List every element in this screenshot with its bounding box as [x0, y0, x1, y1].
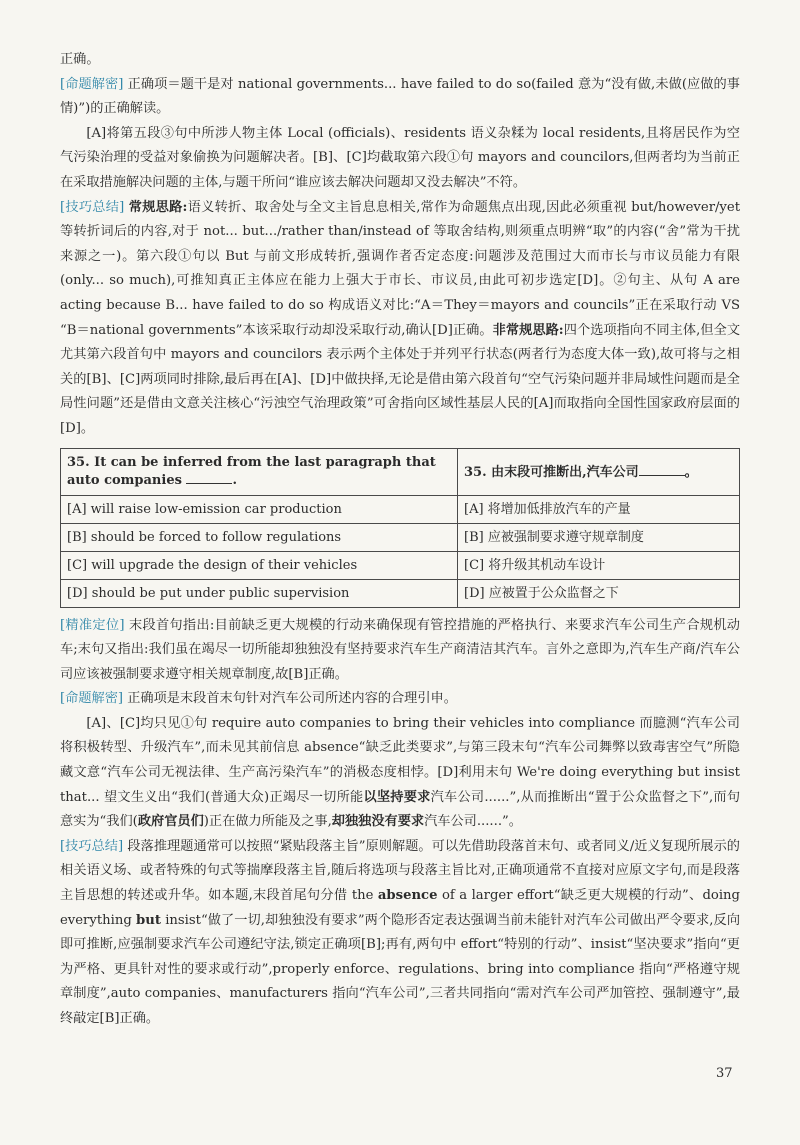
option-en: [B] should be forced to follow regulations	[61, 523, 458, 551]
question-stem-en: 35. It can be inferred from the last paragraph that auto companies .	[61, 448, 458, 495]
paragraph-text: 四个选项指向不同主体,但全文尤其第六段首句中 mayors and councilors 表示两个主体处于并列平行状态(两者行为态度大体一致),故可将与之相关的[B]、[C]两项同时排除,最后再在[A]、[D]中做抉择,无论是借由第六段首句“空气污染问题并非局域性问题而是全局性问题”还是借由文意关注核心“污浊空气治理政策”可舍指向区域性基层人民的[A]而取指向全国性国家政府层面的[D]。	[60, 322, 741, 436]
option-row	[61, 495, 740, 523]
bold-phrase: but	[136, 912, 161, 928]
option-row	[61, 579, 740, 607]
section-tag: [技巧总结]	[60, 199, 125, 215]
question-stem-cn	[458, 448, 740, 495]
paragraph-text: 正确项是末段首末句针对汽车公司所述内容的合理引申。	[123, 691, 457, 707]
paragraph-text: 段落推理题通常可以按照“紧贴段落主旨”原则解题。可以先借助段落首末句、或者同义/近义复现所展示的相关语义场、或者特殊的句式等揣摩段落主旨,随后将选项与段落主旨比对,正确项通常不直接对应原文字句,而是段落主旨思想的转述或升华。如本题,末段首尾句分借 the	[60, 838, 740, 904]
option-en: [C] will upgrade the design of their vehicles	[61, 551, 458, 579]
bold-phrase: 政府官员们	[137, 814, 204, 830]
page-number: 37	[716, 1066, 733, 1081]
answer-blank	[639, 463, 685, 476]
paragraph-text: )正在做力所能及之事,	[203, 814, 332, 830]
paragraph	[60, 712, 740, 835]
paragraph	[60, 835, 740, 1032]
paragraph-text: 语义转折、取舍处与全文主旨息息相关,常作为命题焦点出现,因此必须重视 but/however/yet 等转折词后的内容,对于 not... but.../rather than/instead of 等取舍结构,则须重点明辨“取”的内容(“舍”常为干扰来源之一)。第六段①句以 But 与前文形成转折,强调作者否定态度:问题涉及范围过大而市长与市议员能力有限(only... so much),可推知真正主体应在能力上强大于市长、市议员,由此可初步选定[D]。②句主、从句 A are acting because B... have failed to do so 构成语义对比:“A＝They＝mayors and councils”正在采取行动 VS “B＝national governments”本该采取行动却没采取行动,确认[D]正确。	[60, 199, 740, 338]
bold-phrase: 却独独没有要求	[331, 814, 425, 830]
paragraph: 正确。	[60, 52, 100, 67]
stem-text: 35. It can be inferred from the last paragraph that auto companies	[67, 455, 436, 488]
page-content	[60, 48, 740, 1032]
option-en: [D] should be put under public supervision	[61, 579, 458, 607]
paragraph-text: 正确项＝题干是对 national governments... have failed to do so(failed 意为“没有做,未做(应做的事情)”)的正确解读。	[60, 76, 740, 117]
paragraph-text: 汽车公司......”,从而推断出“置于公众监督之下”,而句意实为“我们(	[60, 789, 741, 830]
section-tag: [命题解密]	[60, 691, 124, 707]
paragraph-text: insist“做了一切,却独独没有要求”两个隐形否定表达强调当前未能针对汽车公司做出严令要求,反向即可推断,应强制要求汽车公司遵纪守法,锁定正确项[B];再有,两句中 effort“特别的行动”、insist“坚决要求”指向“更为严格、更具针对性的要求或行动”,properly enforce、regulations、bring into compliance 指向“严格遵守规章制度”,auto companies、manufacturers 指向“汽车公司”,三者共同指向“需对汽车公司严加管控、强制遵守”,最终敲定[B]正确。	[60, 912, 741, 1026]
paragraph	[60, 687, 740, 712]
paragraph-text: 末段首句指出:目前缺乏更大规模的行动来确保现有管控措施的严格执行、来要求汽车公司生产合规机动车;末句又指出:我们虽在竭尽一切所能却独独没有坚持要求汽车生产商清洁其汽车。言外之意即为,汽车生产商/汽车公司应该被强制要求遵守相关规章制度,故[B]正确。	[60, 617, 740, 682]
paragraph-text: of a larger effort“缺乏更大规模的行动”、doing everything	[60, 888, 740, 928]
option-row	[61, 523, 740, 551]
paragraph: [A]将第五段③句中所涉人物主体 Local (officials)、residents 语义杂糅为 local residents,且将居民作为空气污染治理的受益对象偷换为问题解决者。[B]、[C]均截取第六段①句 mayors and councilors,但两者均为当前正在采取措施解决问题的主体,与题干所问“谁应该去解决问题却又没去解决”不符。	[60, 125, 740, 190]
option-cn: [D] 应被置于公众监督之下	[458, 579, 740, 607]
paragraph-text: 汽车公司......”。	[424, 814, 522, 830]
answer-blank	[186, 471, 232, 484]
bold-label: 常规思路:	[128, 199, 188, 215]
option-row	[61, 551, 740, 579]
stem-text: 。	[684, 464, 698, 480]
paragraph	[60, 196, 740, 442]
question-stem-row	[61, 448, 740, 495]
section-tag: [技巧总结]	[60, 838, 124, 854]
option-en: [A] will raise low-emission car production	[61, 495, 458, 523]
bold-phrase: 以坚持要求	[363, 789, 431, 805]
paragraph-text: [A]、[C]均只见①句 require auto companies to bring their vehicles into compliance 而臆测“汽车公司将积极转型、升级汽车”,而未见其前信息 absence“缺乏此类要求”,与第三段末句“汽车公司舞弊以致毒害空气”所隐藏文意“汽车公司无视法律、生产高污染汽车”的消极态度相悖。[D]利用末句 We're doing everything but insist that... 望文生义出“我们(普通大众)正竭尽一切所能	[60, 715, 740, 805]
section-tag: [精准定位]	[60, 617, 125, 633]
bold-phrase: absence	[377, 888, 438, 904]
section-tag: [命题解密]	[60, 76, 124, 92]
paragraph	[60, 614, 740, 688]
question-table	[60, 448, 740, 608]
stem-text: 35. 由末段可推断出,汽车公司	[464, 464, 639, 480]
option-cn: [C] 将升级其机动车设计	[458, 551, 740, 579]
bold-label: 非常规思路:	[492, 322, 564, 338]
paragraph	[60, 73, 740, 122]
option-cn: [A] 将增加低排放汽车的产量	[458, 495, 740, 523]
option-cn: [B] 应被强制要求遵守规章制度	[458, 523, 740, 551]
